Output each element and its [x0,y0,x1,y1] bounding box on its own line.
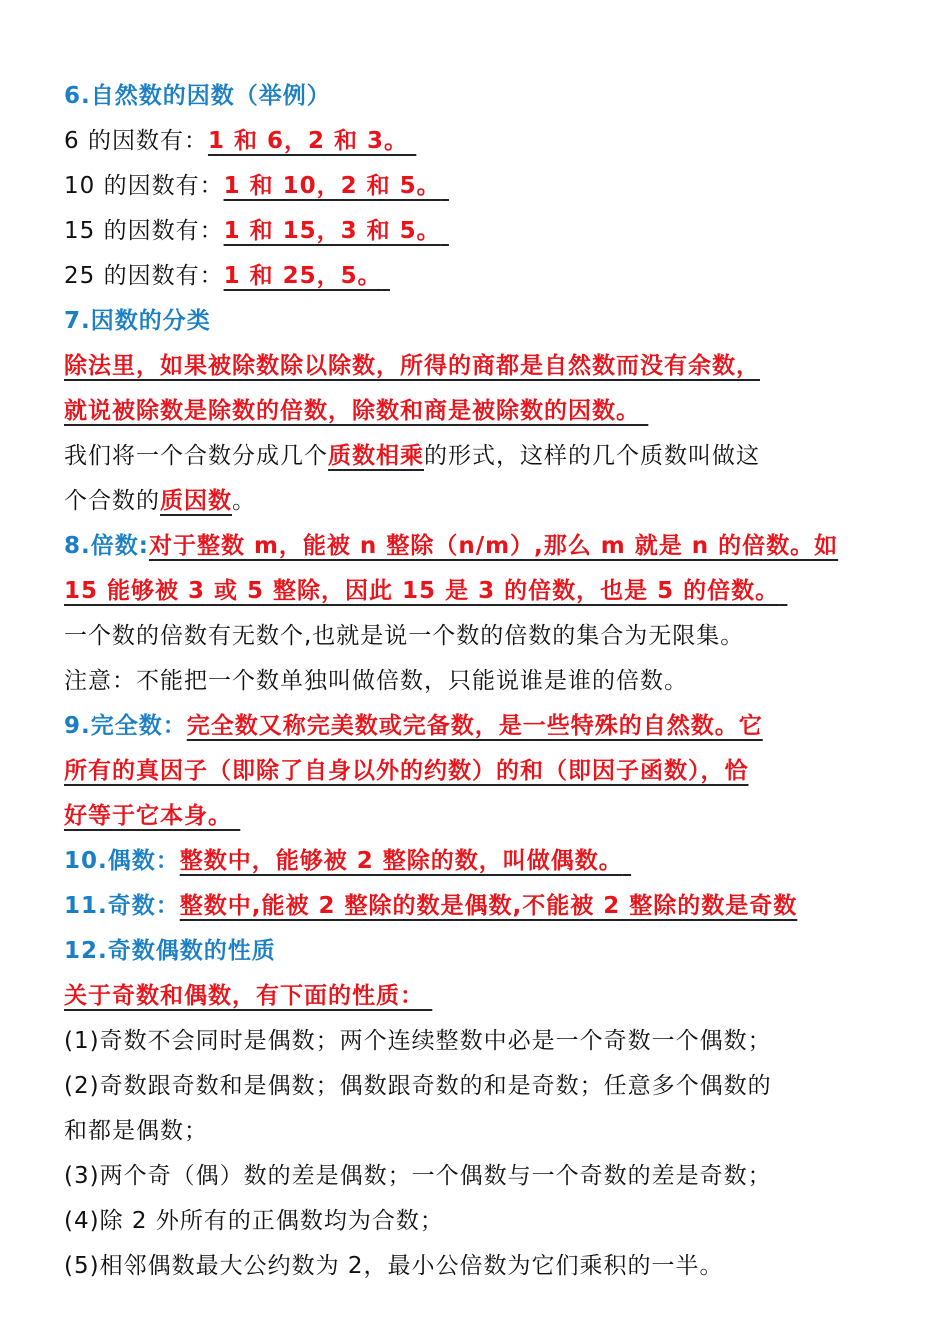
parity-property-2-cont: 和都是偶数； [64,1118,208,1144]
parity-property-5: (5)相邻偶数最大公约数为 2，最小公倍数为它们乘积的一半。 [64,1253,724,1279]
prime-product-fill: 质数相乘 [328,443,424,469]
factor-row-25 [64,254,890,299]
factor-answer: 1 和 6，2 和 3。 [207,128,408,154]
parity-properties-intro: 关于奇数和偶数，有下面的性质： [64,983,424,1009]
even-number-line: 10.偶数：整数中，能够被 2 整除的数，叫做偶数。 [64,848,623,874]
perfect-number-line-1: 9.完全数：完全数又称完美数或完备数，是一些特殊的自然数。它 [64,713,763,739]
perfect-number-line-2: 所有的真因子（即除了自身以外的约数）的和（即因子函数），恰 [64,758,749,784]
odd-number-line: 11.奇数：整数中,能被 2 整除的数是偶数,不能被 2 整除的数是奇数 [64,893,798,919]
parity-property-4: (4)除 2 外所有的正偶数均为合数； [64,1208,444,1234]
section-9-heading: 9.完全数： [64,713,187,739]
factor-answer: 1 和 10，2 和 5。 [223,173,441,199]
parity-property-3: (3)两个奇（偶）数的差是偶数；一个偶数与一个奇数的差是奇数； [64,1163,772,1189]
multiple-definition-line-1: 8.倍数:对于整数 m，能被 n 整除（n/m）,那么 m 就是 n 的倍数。如 [64,533,839,559]
factor-label: 6 的因数有： [64,128,208,154]
perfect-number-line-3: 好等于它本身。 [64,803,232,829]
factor-answer: 1 和 15，3 和 5。 [223,218,441,244]
prime-factor-text-line-1: 我们将一个合数分成几个质数相乘的形式，这样的几个质数叫做这 [64,443,760,469]
section-6-heading: 6.自然数的因数（举例） [64,83,331,109]
parity-property-2: (2)奇数跟奇数和是偶数；偶数跟奇数的和是奇数；任意多个偶数的 [64,1073,772,1099]
factor-label: 25 的因数有： [64,263,224,289]
prime-factor-fill: 质因数 [160,488,232,514]
section-8-heading: 8.倍数 [64,533,139,559]
divisibility-definition-line-2: 就说被除数是除数的倍数，除数和商是被除数的因数。 [64,398,640,424]
section-12-heading: 12.奇数偶数的性质 [64,938,276,964]
factor-row-10 [64,164,890,209]
factor-label: 15 的因数有： [64,218,224,244]
section-11-heading: 11.奇数： [64,893,180,919]
multiple-note-1: 一个数的倍数有无数个,也就是说一个数的倍数的集合为无限集。 [64,623,745,649]
factor-row-15 [64,209,890,254]
section-7-heading: 7.因数的分类 [64,308,211,334]
multiple-note-2: 注意：不能把一个数单独叫做倍数，只能说谁是谁的倍数。 [64,668,688,694]
factor-row-6 [64,119,890,164]
divisibility-definition-line-1: 除法里，如果被除数除以除数，所得的商都是自然数而没有余数， [64,353,760,379]
multiple-definition-line-2: 15 能够被 3 或 5 整除，因此 15 是 3 的倍数，也是 5 的倍数。 [64,578,780,604]
factor-answer: 1 和 25，5。 [223,263,382,289]
parity-property-1: (1)奇数不会同时是偶数；两个连续整数中必是一个奇数一个偶数； [64,1028,772,1054]
section-10-heading: 10.偶数： [64,848,180,874]
prime-factor-text-line-2: 个合数的质因数。 [64,488,256,514]
factor-label: 10 的因数有： [64,173,224,199]
